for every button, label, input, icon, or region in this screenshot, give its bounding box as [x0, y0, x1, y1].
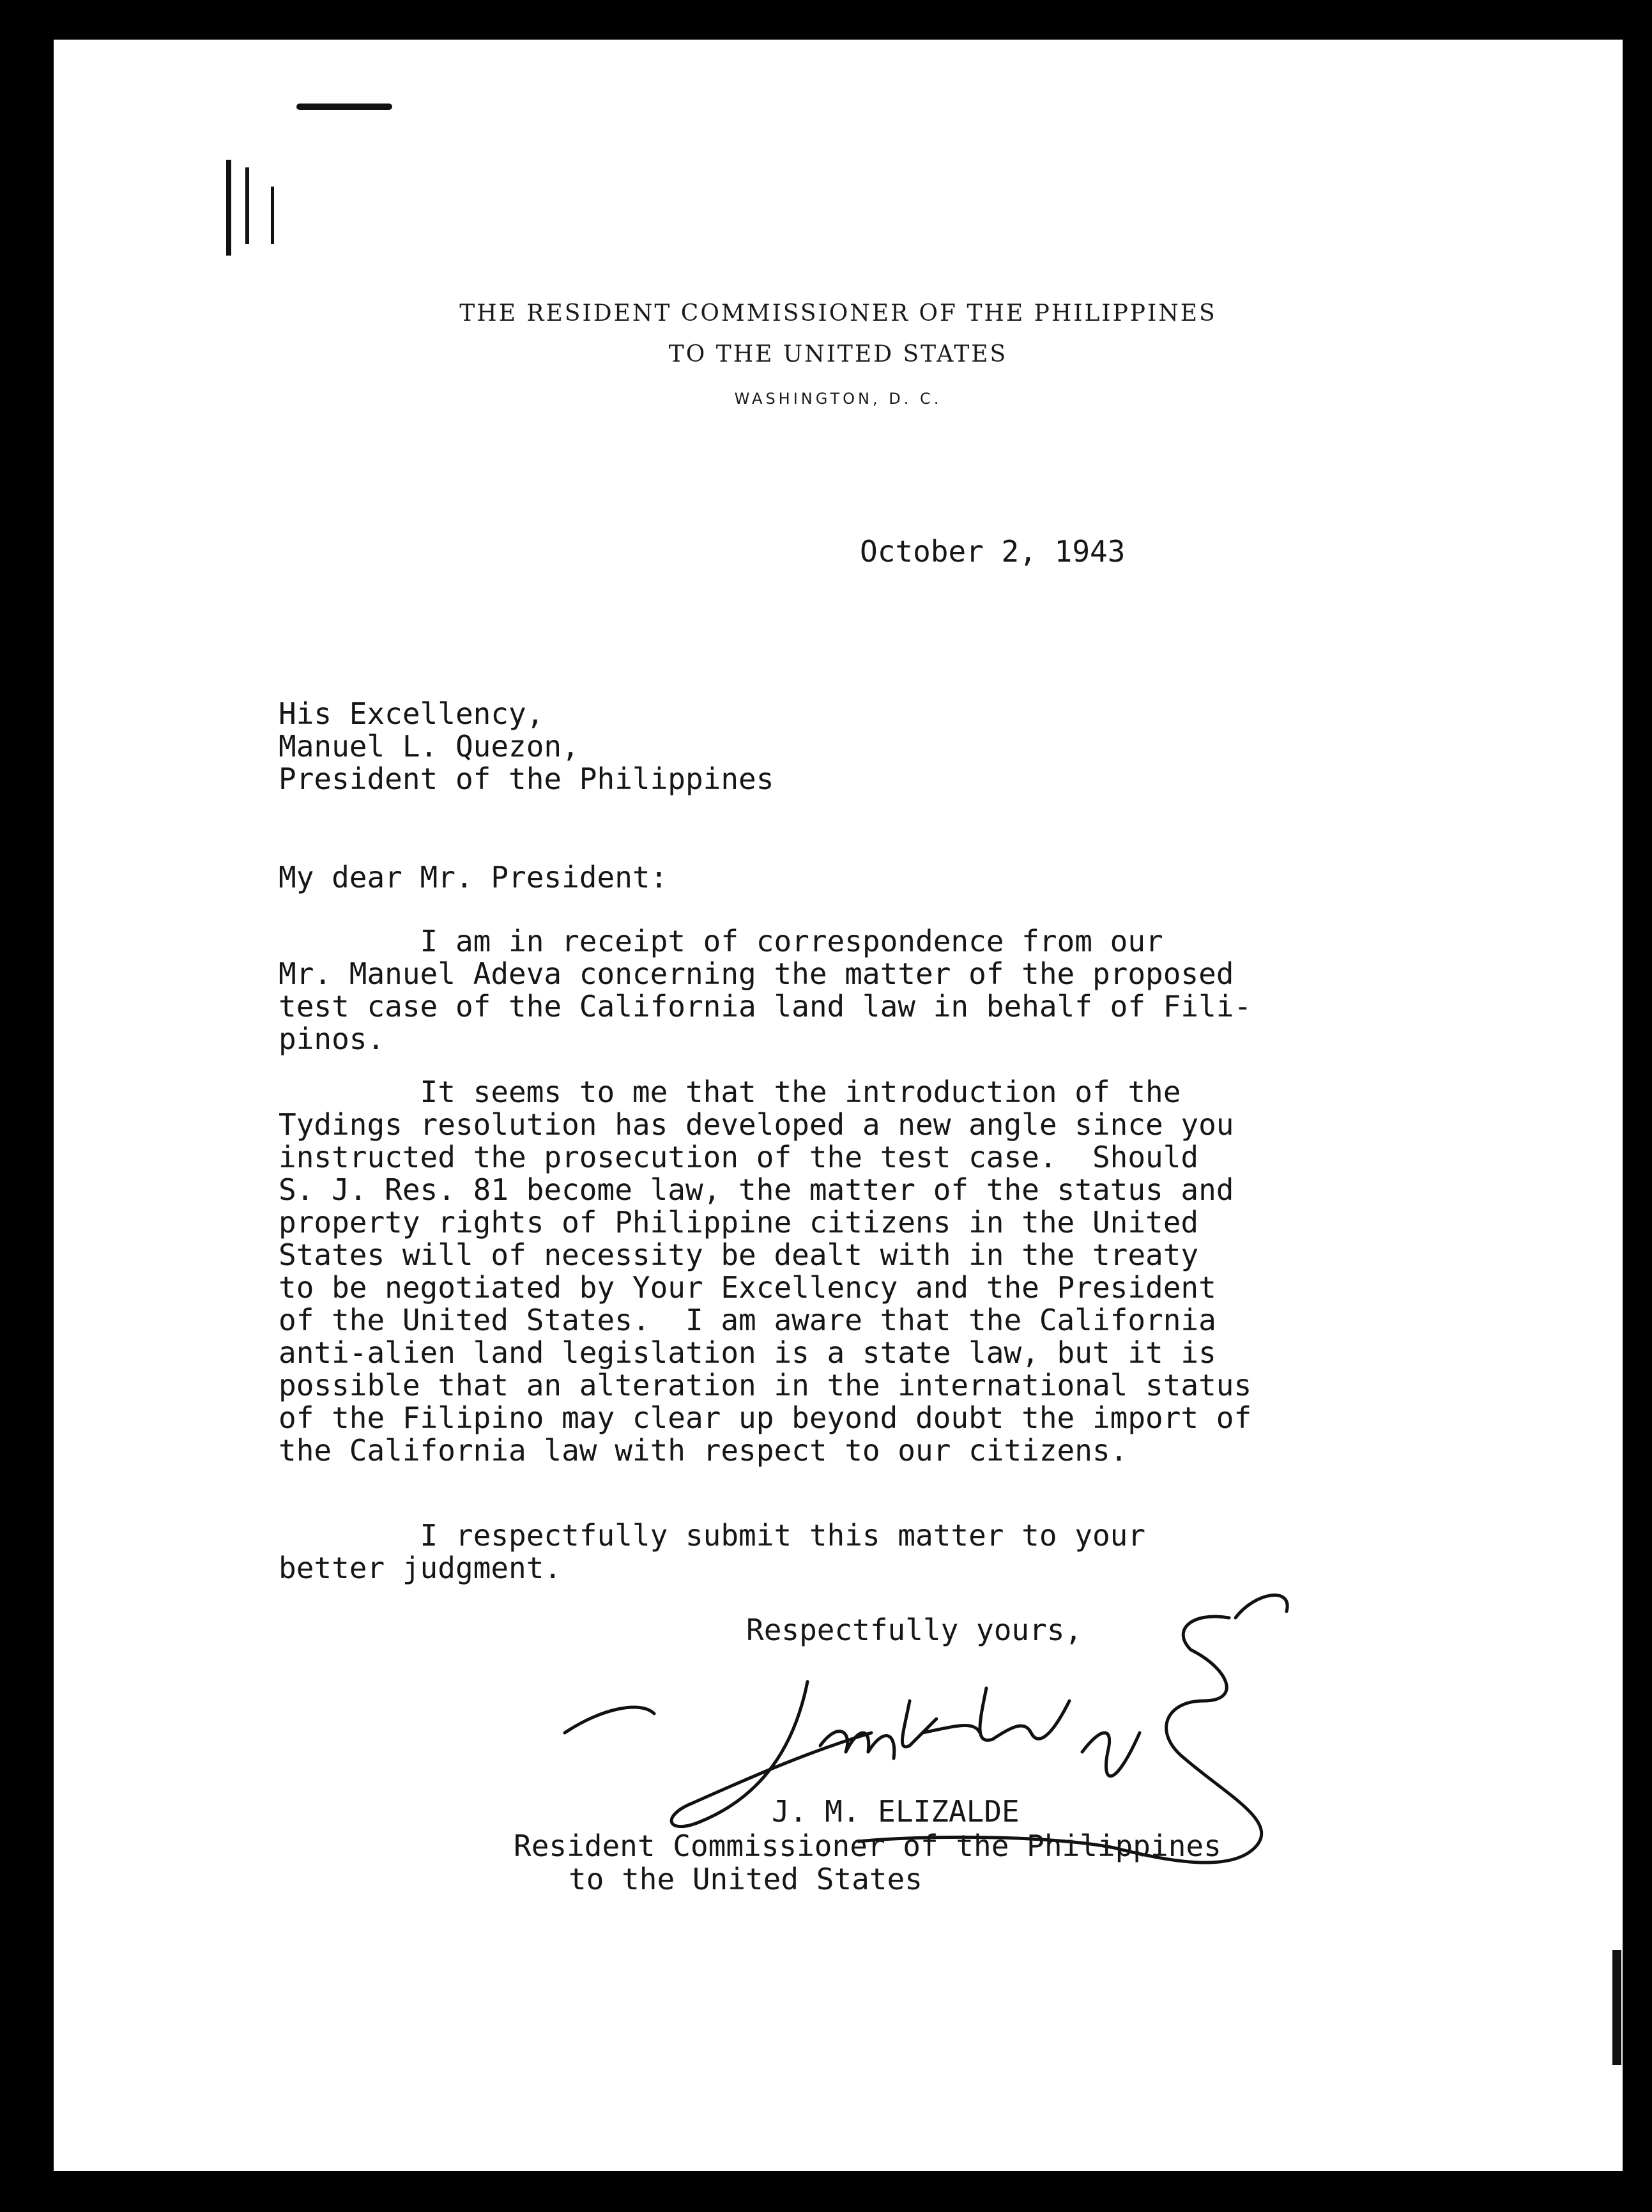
- text-line: Mr. Manuel Adeva concerning the matter of the proposed: [279, 956, 1234, 991]
- text-line: States will of necessity be dealt with in the treaty: [279, 1238, 1199, 1272]
- letterhead-title: THE RESIDENT COMMISSIONER OF THE PHILIPPINES: [459, 300, 1217, 326]
- text-line: instructed the prosecution of the test case. Should: [279, 1140, 1199, 1174]
- recipient-address: [279, 698, 774, 795]
- letterhead-subtitle: TO THE UNITED STATES: [668, 341, 1008, 367]
- letter-page: [54, 40, 1623, 2171]
- text-line: S. J. Res. 81 become law, the matter of the status and: [279, 1172, 1234, 1207]
- text-line: to be negotiated by Your Excellency and the President: [279, 1270, 1216, 1305]
- text-line: pinos.: [279, 1022, 385, 1056]
- text-line: of the United States. I am aware that the California: [279, 1303, 1216, 1337]
- scan-mark: [226, 160, 231, 256]
- letterhead-location: WASHINGTON, D. C.: [734, 390, 942, 408]
- text-line: I am in receipt of correspondence from our: [279, 924, 1163, 958]
- scan-mark: [271, 187, 274, 244]
- text-line: test case of the California land law in behalf of Fili-: [279, 989, 1252, 1024]
- scan-mark: [1612, 1950, 1621, 2065]
- recipient-line: President of the Philippines: [279, 762, 774, 796]
- scan-mark: [296, 104, 392, 110]
- text-line: better judgment.: [279, 1551, 562, 1585]
- text-line: property rights of Philippine citizens in the United: [279, 1205, 1199, 1240]
- signer-name: J. M. ELIZALDE: [772, 1794, 1020, 1829]
- paragraph-2: [279, 1076, 1251, 1467]
- paragraph-1: [279, 925, 1251, 1056]
- salutation: My dear Mr. President:: [279, 860, 668, 895]
- text-line: Tydings resolution has developed a new angle since you: [279, 1107, 1234, 1142]
- signer-title: Resident Commissioner of the Philippines: [514, 1829, 1221, 1863]
- text-line: the California law with respect to our citizens.: [279, 1433, 1128, 1468]
- text-line: I respectfully submit this matter to your: [279, 1518, 1146, 1553]
- text-line: of the Filipino may clear up beyond doubt the import of: [279, 1401, 1252, 1435]
- scan-mark: [245, 167, 249, 244]
- text-line: It seems to me that the introduction of the: [279, 1075, 1181, 1109]
- signer-title-line2: to the United States: [569, 1862, 922, 1896]
- letter-date: October 2, 1943: [860, 534, 1126, 569]
- complimentary-close: Respectfully yours,: [746, 1613, 1083, 1647]
- recipient-line: His Excellency,: [279, 696, 544, 731]
- text-line: possible that an alteration in the international status: [279, 1368, 1252, 1402]
- recipient-line: Manuel L. Quezon,: [279, 729, 579, 764]
- text-line: anti-alien land legislation is a state law, but it is: [279, 1335, 1216, 1370]
